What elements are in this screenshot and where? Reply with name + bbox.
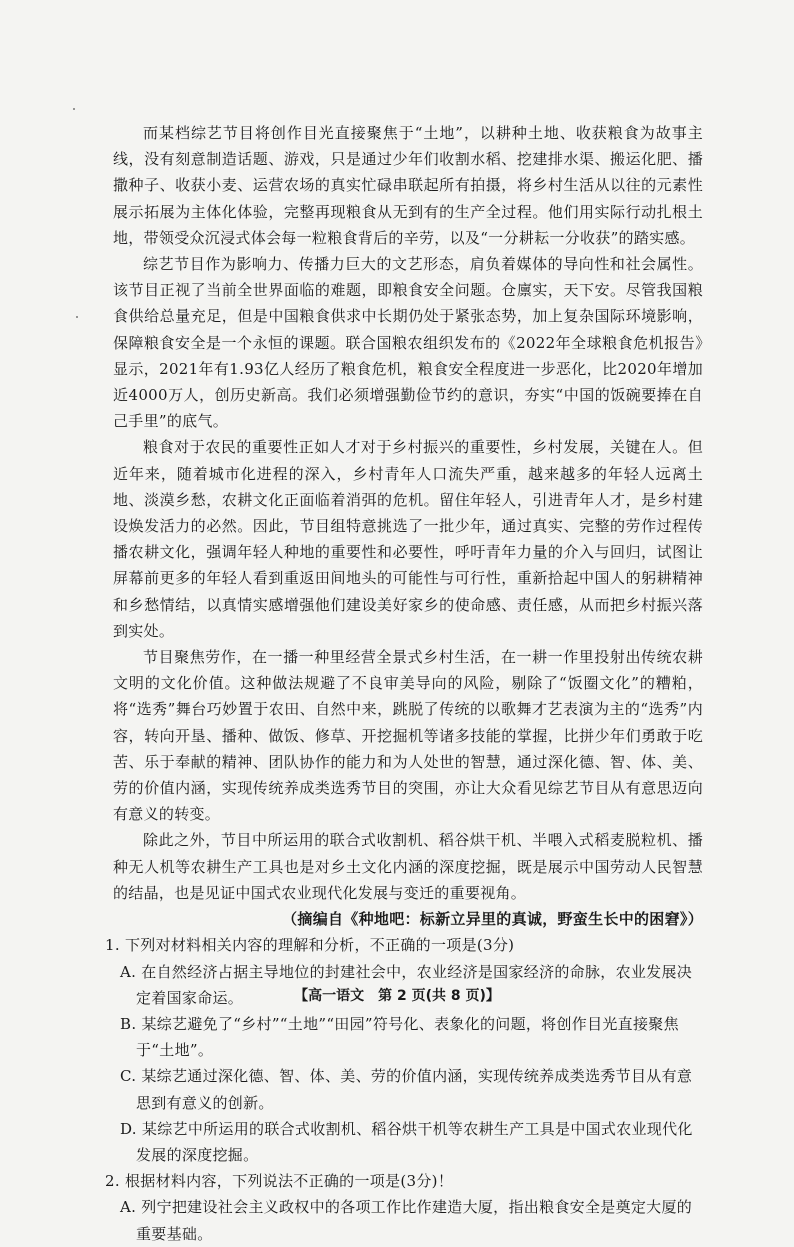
question-2-option-a: A. 列宁把建设社会主义政权中的各项工作比作建造大厦，指出粮食安全是奠定大厦的重要基础。 bbox=[120, 1198, 693, 1243]
question-1-option-a: A. 在自然经济占据主导地位的封建社会中，农业经济是国家经济的命脉，农业发展决定着国家命运。 bbox=[120, 962, 693, 1007]
source-citation: （摘编自《种地吧：标新立异里的真诚，野蛮生长中的困窘》） bbox=[282, 910, 703, 929]
page-footer: 【高一语文 第 2 页(共 8 页)】 bbox=[294, 988, 500, 1004]
question-1-option-b: B. 某综艺避免了“乡村”“土地”“田园”符号化、表象化的问题，将创作目光直接聚焦于“土地”。 bbox=[120, 1014, 679, 1060]
paragraph-4: 节目聚焦劳作，在一播一种里经营全景式乡村生活，在一耕一作里投射出传统农耕文明的文化价值。这种做法规避了不良审美导向的风险，剔除了“饭圈文化”的糟粕，将“选秀”舞台巧妙置于农田、自然中来，跳脱了传统的以歌舞才艺表演为主的“选秀”内容，转向开垦、播种、做饭、修草、开挖掘机等诸多技能的掌握，比拼少年们勇敢于吃苦、乐于奉献的精神、团队协作的能力和为人处世的智慧，通过深化德、智、体、美、劳的价值内涵，实现传统养成类选秀节目的突围，亦让大众看见综艺节目从有意思迈向有意义的转变。 bbox=[113, 648, 703, 824]
question-1-option-d: D. 某综艺中所运用的联合式收割机、稻谷烘干机等农耕生产工具是中国式农业现代化发展的深度挖掘。 bbox=[120, 1119, 693, 1164]
paragraph-2: 综艺节目作为影响力、传播力巨大的文艺形态，肩负着媒体的导向性和社会属性。该节目正视了当前全世界面临的难题，即粮食安全问题。仓廪实，天下安。尽管我国粮食供给总量充足，但是中国粮食供求中长期仍处于紧张态势，加上复杂国际环境影响，保障粮食安全是一个永恒的课题。联合国粮农组织发布的《2022年全球粮食危机报告》显示，2021年有1.93亿人经历了粮食危机，粮食安全程度进一步恶化，比2020年增加近4000万人，创历史新高。我们必须增强勤俭节约的意识，夯实“中国的饭碗要捧在自己手里”的底气。 bbox=[113, 255, 703, 431]
paragraph-5: 除此之外，节目中所运用的联合式收割机、稻谷烘干机、半喂入式稻麦脱粒机、播种无人机等农耕生产工具也是对乡土文化内涵的深度挖掘，既是展示中国劳动人民智慧的结晶，也是见证中国式农业现代化发展与变迁的重要视角。 bbox=[113, 831, 703, 902]
paragraph-3: 粮食对于农民的重要性正如人才对于乡村振兴的重要性，乡村发展，关键在人。但近年来，随着城市化进程的深入，乡村青年人口流失严重，越来越多的年轻人远离土地、淡漠乡愁，农耕文化正面临着消弭的危机。留住年轻人，引进青年人才，是乡村建设焕发活力的必然。因此，节目组特意挑选了一批少年，通过真实、完整的劳作过程传播农耕文化，强调年轻人种地的重要性和必要性，呼吁青年力量的介入与回归，试图让屏幕前更多的年轻人看到重返田间地头的可能性与可行性，重新拾起中国人的躬耕精神和乡愁情结，以真情实感增强他们建设美好家乡的使命感、责任感，从而把乡村振兴落到实处。 bbox=[113, 438, 703, 640]
paragraph-1: 而某档综艺节目将创作目光直接聚焦于“土地”，以耕种土地、收获粮食为故事主线，没有刻意制造话题、游戏，只是通过少年们收割水稻、挖建排水渠、搬运化肥、播撒种子、收获小麦、运营农场的真实忙碌串联起所有拍摄，将乡村生活从以往的元素性展示拓展为主体化体验，完整再现粮食从无到有的生产全过程。他们用实际行动扎根土地，带领受众沉浸式体会每一粒粮食背后的辛劳，以及“一分耕耘一分收获”的踏实感。 bbox=[113, 124, 703, 247]
page-content bbox=[105, 120, 703, 1247]
scan-speck bbox=[76, 316, 78, 318]
scan-speck bbox=[73, 108, 75, 110]
question-1-stem: 1. 下列对材料相关内容的理解和分析，不正确的一项是(3分) bbox=[105, 936, 515, 955]
question-2-stem: 2. 根据材料内容，下列说法不正确的一项是(3分)！ bbox=[105, 1172, 454, 1191]
question-1-option-c: C. 某综艺通过深化德、智、体、美、劳的价值内涵，实现传统养成类选秀节目从有意思到有意义的创新。 bbox=[120, 1067, 693, 1112]
